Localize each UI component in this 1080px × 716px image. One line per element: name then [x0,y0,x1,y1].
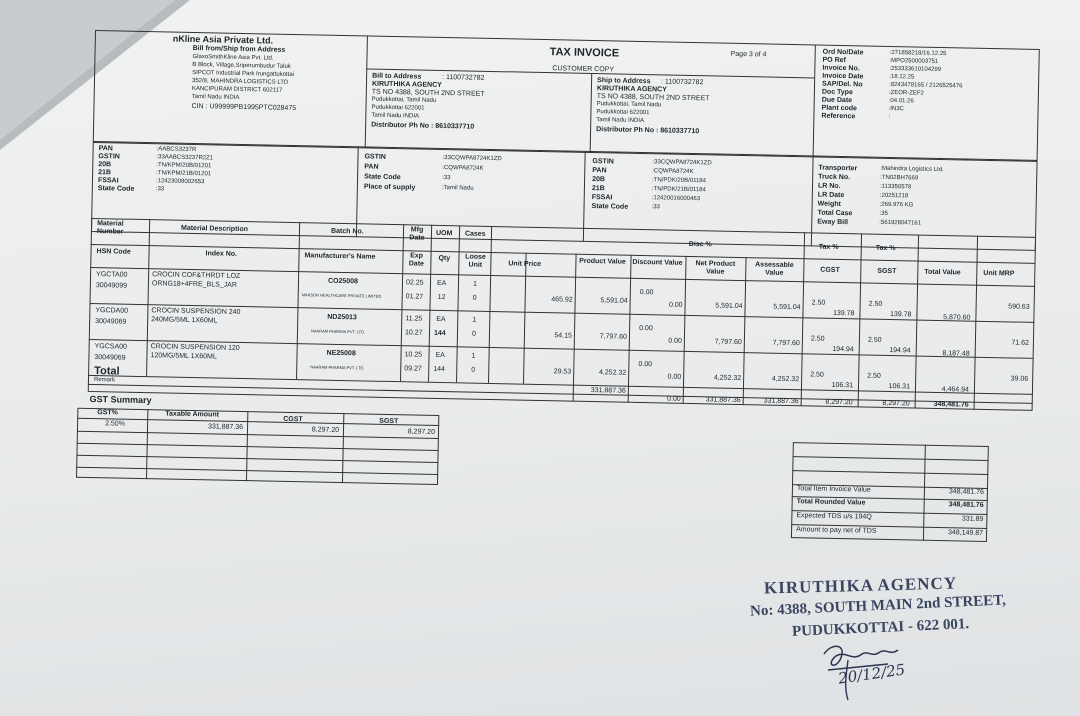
stamp-agency-name: KIRUTHIKA AGENCY [763,573,958,598]
company-name: nKline Asia Private Ltd. [172,33,274,46]
buyer-ids: GSTIN :33CQWPA8724K1ZD PAN :CQWPA8724K State Code :33 Place of supply :Tamil Nadu [363,153,502,192]
gst-summary-title: GST Summary [89,393,152,406]
ship-to-label: Ship to Address [597,77,651,86]
table-totals-row: Total Remark 331,887.36 0.00 331,887.36 331,887.36 8,297.20 8,297.20 348,481.76 [93,365,969,409]
ship-to-distributor-phone: Distributor Ph No : 8610337710 [596,126,700,136]
invoice-title: TAX INVOICE [549,46,620,60]
stamp-address: No: 4388, SOUTH MAIN 2nd STREET, [749,592,1007,620]
transport-info: Transporter :Mahindra Logistics Ltd. Truck No. :TN02BH7669 LR No. :113350578 LR Date :20251218 Weight :269.976 KG Total Case :35 Eway Bill :561928047161 [817,164,944,227]
tax-invoice-document: nKline Asia Private Ltd. Bill from/Ship from Address GlaxoSmithKline Asia Pvt. Ltd. B Block, Village,Sriperumbudur Taluk SIPCOT Industrial Park Irungattukottai 352/8, MAHINDRA LOGISTICS LTD KANCIPURAM DISTRICT 602117 Tamil Nadu INDIA CIN : U99999PB1995PTC028475 TAX INVOICE CUSTOMER COPY Page 3 of 4 Bill to Address : 1100732782 KIRUTHIKA AGENCY TS NO 4388, SOUTH 2ND STREET Pudukkottai, Tamil Nadu Pudukkottai 622001 Tamil Nadu INDIA Distributor Ph No : 8610337710 Ship to Address : 1100732782 KIRUTHIKA AGENCY TS NO 4388, SOUTH 2ND STREET Pudukkottai, Tamil Nadu Pudukkottai 622001 Tamil Nadu INDIA Distributor Ph No : 8610337710 Ord No/Date :271858218/16.12.25 PO Ref :MPO2500003751 Invoice No. :253333610104299 Invoice Date :18.12.25 SAP/Del. No :8243478165 / 2126525476 Doc Type :ZEOR-ZEF2 Due Date :04.01.26 Plant code :IN3C Reference : PAN :AABCS3237R GSTIN :33AABCS3237R2Z1 20B :TN/KPM/20B/01201 21B :TN/KPM/21B/01201 FSSAI :12423008002653 State Code :33 GSTIN :33CQWPA8724K1ZD PAN :CQWPA8724K State Code :33 Place of supply :Tamil Nadu GSTIN :33CQWPA8724K1ZD PAN :CQWPA8724K 20B :TN/PDK/20B/01184 21B :TN/PDK/21B/01184 FSSAI :12420016000463 State Code :33 Transporter :Mahindra Logistics Ltd. Truck No. :TN02BH7669 LR No. :113350578 LR Date :20251218 Weight :269.976 KG Total Case :35 Eway Bill :561928047161 Material Number HSN Code Material Description Index No. Batch No. Manufacturer's Name Mfg Date Exp Date UOM Qty Cases Loose Unit Unit Price Product Value Disc % Discount Value Net Product Value Assessable Value Tax % CGST Tax % SGST Total Value Unit MRP YGCTA00 30049099 CROCIN COF&THRDT LOZ ORNG18+4FRE_BLS_JAR CO25008 MAKSON HEALTHCARE PRIVATE LIMITED 02.25 01.27 EA 12 1 0 465.92 5,591.04 0.00 0.00 5,591.04 5,591.04 2.50 139.78 2.50 139.78 5,870.60 590.63 YGCDA00 30049069 CROCIN SUSPENSION 240 240MG/5ML 1X60ML ND25013 NAARAM PHARMA PVT. LTD. 11.25 10.27 EA 144 1 0 54.15 7,797.60 0.00 0.00 7,797.60 7,797.60 2.50 194.94 2.50 194.94 8,187.48 71.62 YGCSA00 30049069 CROCIN SUSPENSION 120 120MG/5ML 1X60ML NE25008 NAARAM PHARMA PVT. LTD. 10.25 09.27 EA 144 1 0 29.53 4,252.32 0.00 0.00 4,252.32 4,252.32 2.50 106.31 2.50 106.31 4,464.94 39.06 Total Remark 331,887.36 0.00 331,887.36 331,887.36 8,297.20 8,297.20 348,481.76 GST Summary GST% Taxable Amount CGST SGST 2.50% 331,887.36 8,297.20 8,297.20 Total Item Invoice Value 348,481.76 Total Rounded Value 348,481.76 Expected TDS u/s 194Q 331.89 Amount to pay net of TDS 348,149.87 [84,30,1050,609]
page-number: Page 3 of 4 [730,50,767,59]
handwritten-date: 20/12/25 [837,660,907,688]
seller-ids: PAN :AABCS3237R GSTIN :33AABCS3237R2Z1 20B :TN/KPM/20B/01201 21B :TN/KPM/21B/01201 FSSAI :12423008002653 State Code :33 [97,145,214,193]
table-row: YGCDA00 30049069 CROCIN SUSPENSION 240 240MG/5ML 1X60ML ND25013 NAARAM PHARMA PVT. LTD. 11.25 10.27 EA 144 1 0 54.15 7,797.60 0.00 0.00 7,797.60 7,797.60 2.50 194.94 2.50 194.94 8,187.48 71.62 [95,307,1029,358]
cin-number: CIN : U99999PB1995PTC028475 [191,102,297,113]
ship-ids: GSTIN :33CQWPA8724K1ZD PAN :CQWPA8724K 20B :TN/PDK/20B/01184 21B :TN/PDK/21B/01184 FSSAI :12420016000463 State Code :33 [591,158,712,211]
bill-to-label: Bill to Address [372,72,422,81]
stamp-city: PUDUKKOTTAI - 622 001. [791,616,970,640]
copy-label: CUSTOMER COPY [552,65,615,74]
bill-from-heading: Bill from/Ship from Address [192,44,286,54]
bill-to-distributor-phone: Distributor Ph No : 8610337710 [371,121,475,131]
table-row: YGCTA00 30049099 CROCIN COF&THRDT LOZ ORNG18+4FRE_BLS_JAR CO25008 MAKSON HEALTHCARE PRIVATE LIMITED 02.25 01.27 EA 12 1 0 465.92 5,591.04 0.00 0.00 5,591.04 5,591.04 2.50 139.78 2.50 139.78 5,870.60 590.63 [95,271,1030,322]
table-row: YGCSA00 30049069 CROCIN SUSPENSION 120 120MG/5ML 1X60ML NE25008 NAARAM PHARMA PVT. LTD. 10.25 09.27 EA 144 1 0 29.53 4,252.32 0.00 0.00 4,252.32 4,252.32 2.50 106.31 2.50 106.31 4,464.94 39.06 [94,343,1029,394]
table-header: Material Number HSN Code Material Description Index No. Batch No. Manufacturer's Name Mfg Date Exp Date UOM Qty Cases Loose Unit Unit Price Product Value Disc % Discount Value Net Product Value Assessable Value Tax % CGST Tax % SGST Total Value Unit MRP [96,220,1015,278]
order-info-block: Ord No/Date :271858218/16.12.25 PO Ref :MPO2500003751 Invoice No. :253333610104299 Invoice Date :18.12.25 SAP/Del. No :8243478165 / 2126525476 Doc Type :ZEOR-ZEF2 Due Date :04.01.26 Plant code :IN3C Reference : [821,48,963,121]
